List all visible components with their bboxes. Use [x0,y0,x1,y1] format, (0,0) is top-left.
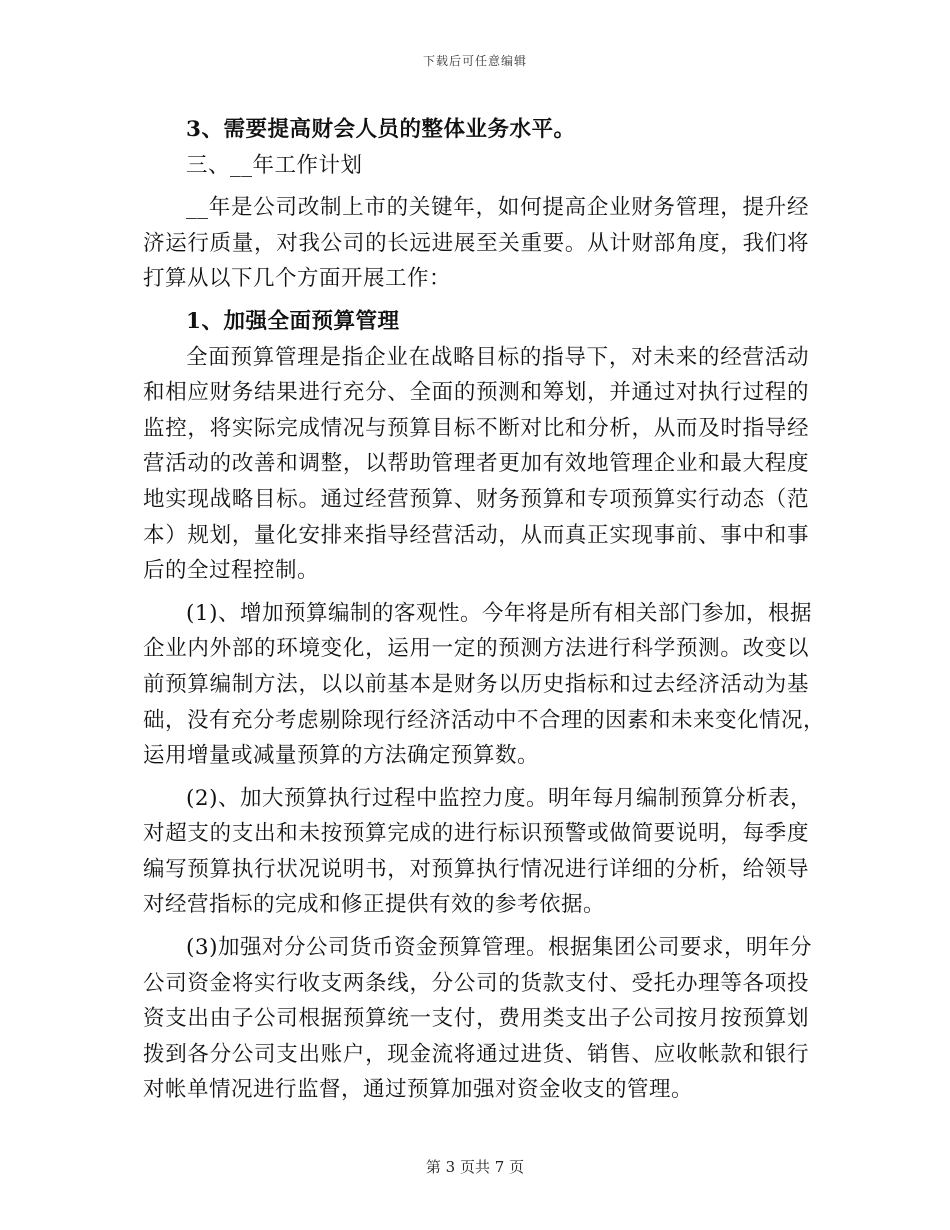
text-line: 对超支的支出和未按预算完成的进行标识预警或做简要说明，每季度 [143,821,809,847]
text-line: 企业内外部的环境变化，运用一定的预测方法进行科学预测。改变以 [143,636,809,662]
paragraph-gap [143,774,809,781]
header-note: 下载后可任意编辑 [422,54,527,68]
text-line: 运用增量或减量预算的方法确定预算数。 [143,743,540,769]
text-line: (1)、增加预算编制的客观性。今年将是所有相关部门参加，根据 [186,600,812,626]
text-line: 前预算编制方法，以以前基本是财务以历史指标和过去经济活动为基 [143,671,809,697]
text-line: 础，没有充分考虑剔除现行经济活动中不合理的因素和未来变化情况， [143,707,826,733]
text-line: 全面预算管理是指企业在战略目标的指导下，对未来的经营活动 [186,344,809,370]
paragraph-gap [143,923,809,930]
text-line: 监控，将实际完成情况与预算目标不断对比和分析，从而及时指导经 [143,415,809,441]
text-line: __年是公司改制上市的关键年，如何提高企业财务管理，提升经 [186,195,809,221]
text-line: 济运行质量，对我公司的长远进展至关重要。从计财部角度，我们将 [143,230,809,256]
text-line: 后的全过程控制。 [143,558,320,584]
text-line: 本）规划，量化安排来指导经营活动，从而真正实现事前、事中和事 [143,522,809,548]
document-body [143,112,826,1108]
text-line: 三、__年工作计划 [186,152,363,178]
text-line: (3)加强对分公司货币资金预算管理。根据集团公司要求，明年分 [186,935,812,961]
text-line: 公司资金将实行收支两条线，分公司的货款支付、受托办理等各项投 [143,970,809,996]
text-line: 1、加强全面预算管理 [186,308,400,334]
paragraph-gap [143,297,809,304]
text-line: 对经营指标的完成和修正提供有效的参考依据。 [143,892,606,918]
text-line: 地实现战略目标。通过经营预算、财务预算和专项预算实行动态（范 [143,486,809,512]
text-line: 资支出由子公司根据预算统一支付，费用类支出子公司按月按预算划 [143,1006,809,1032]
text-line: 对帐单情况进行监督，通过预算加强对资金收支的管理。 [143,1077,694,1103]
text-line: 营活动的改善和调整，以帮助管理者更加有效地管理企业和最大程度 [143,451,809,477]
text-line: (2)、加大预算执行过程中监控力度。明年每月编制预算分析表， [186,785,812,811]
paragraph-gap [143,183,809,190]
text-line: 打算从以下几个方面开展工作： [143,266,452,292]
text-line: 和相应财务结果进行充分、全面的预测和筹划，并通过对执行过程的 [143,380,809,406]
paragraph-gap [143,589,809,596]
page-number: 第 3 页共 7 页 [425,1158,525,1176]
text-line: 3、需要提高财会人员的整体业务水平。 [186,117,576,142]
text-line: 编写预算执行状况说明书，对预算执行情况进行详细的分析，给领导 [143,856,809,882]
text-line: 拨到各分公司支出账户，现金流将通过进货、销售、应收帐款和银行 [143,1041,809,1067]
